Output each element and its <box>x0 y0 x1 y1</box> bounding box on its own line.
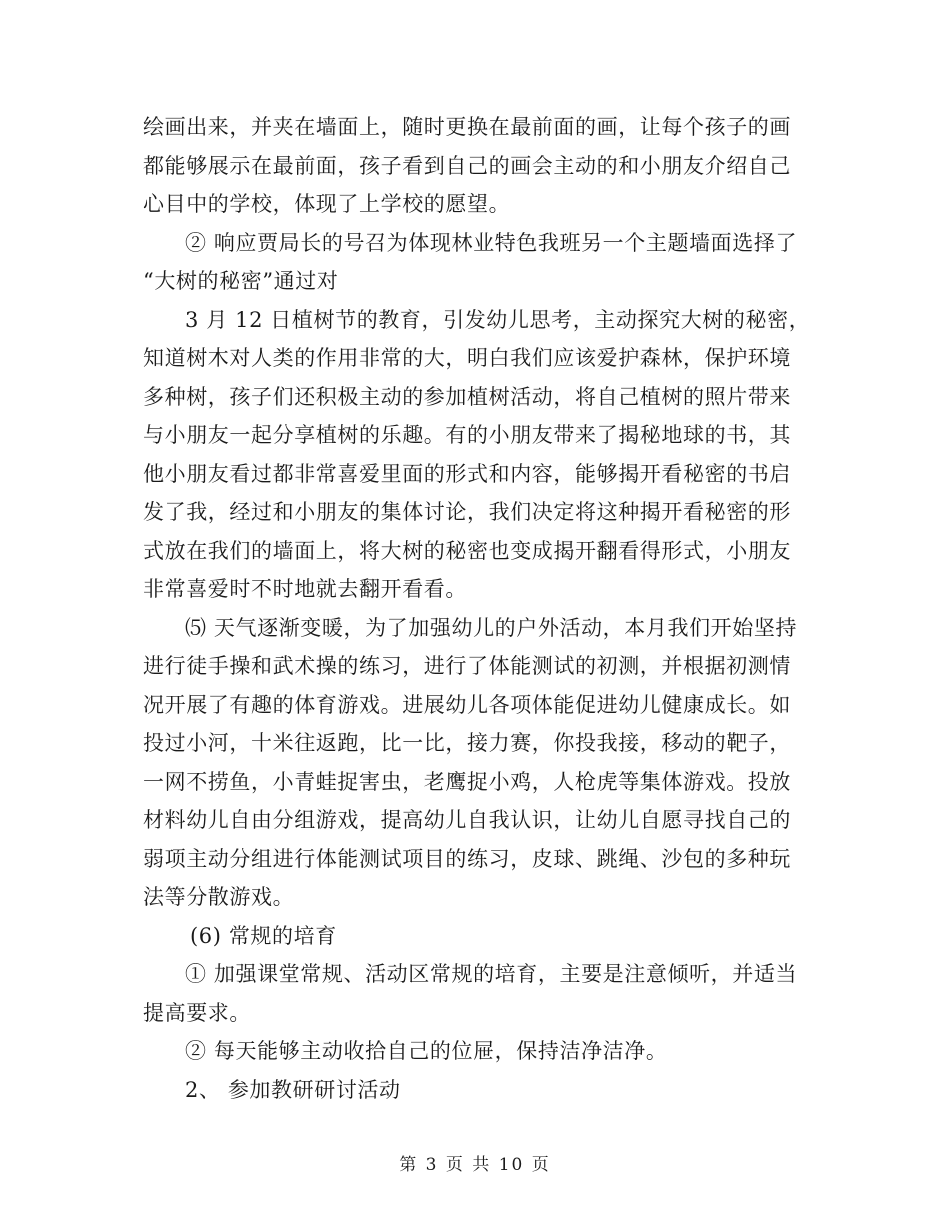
section-heading: (6) 常规的培育 <box>190 923 337 948</box>
text-line: 材料幼儿自由分组游戏，提高幼儿自我认识，让幼儿自愿寻找自己的 <box>143 808 791 832</box>
text-line: 式放在我们的墙面上，将大树的秘密也变成揭开翻看得形式，小朋友 <box>143 538 791 563</box>
text-line: 都能够展示在最前面，孩子看到自己的画会主动的和小朋友介绍自己 <box>143 153 791 178</box>
text-line: 与小朋友一起分享植树的乐趣。有的小朋友带来了揭秘地球的书，其 <box>143 423 791 447</box>
text-line: 知道树木对人类的作用非常的大，明白我们应该爱护森林，保护环境 <box>143 346 791 370</box>
text-line: 3 月 12 日植树节的教育，引发幼儿思考，主动探究大树的秘密， <box>185 307 811 332</box>
text-line: 一网不捞鱼，小青蛙捉害虫，老鹰捉小鸡，人枪虎等集体游戏。投放 <box>143 769 791 794</box>
text-line: ① 加强课堂常规、活动区常规的培育，主要是注意倾听，并适当 <box>185 962 798 986</box>
text-line: ② 每天能够主动收拾自己的位屉，保持洁净洁净。 <box>185 1039 668 1063</box>
text-line: 提高要求。 <box>143 1000 251 1025</box>
text-line: 投过小河，十米往返跑，比一比，接力赛，你投我接，移动的靶子， <box>143 731 791 755</box>
text-line: 心目中的学校，体现了上学校的愿望。 <box>143 192 511 216</box>
text-line: “大树的秘密”通过对 <box>143 269 339 293</box>
text-line: 弱项主动分组进行体能测试项目的练习，皮球、跳绳、沙包的多种玩 <box>143 846 791 871</box>
text-line: ⑸ 天气逐渐变暖，为了加强幼儿的户外活动，本月我们开始坚持 <box>185 615 798 640</box>
text-line: 况开展了有趣的体育游戏。进展幼儿各项体能促进幼儿健康成长。如 <box>143 692 791 717</box>
page-number: 第 3 页 共 10 页 <box>399 1155 551 1175</box>
text-line: 法等分散游戏。 <box>143 885 295 909</box>
document-body <box>143 108 815 1109</box>
text-line: 发了我，经过和小朋友的集体讨论，我们决定将这种揭开看秘密的形 <box>143 500 791 524</box>
section-heading: 2、 参加教研研讨活动 <box>185 1077 401 1102</box>
text-line: 他小朋友看过都非常喜爱里面的形式和内容，能够揭开看秘密的书启 <box>143 461 791 486</box>
text-line: ② 响应贾局长的号召为体现林业特色我班另一个主题墙面选择了 <box>185 230 798 255</box>
text-line: 进行徒手操和武术操的练习，进行了体能测试的初测，并根据初测情 <box>143 654 791 678</box>
text-line: 多种树，孩子们还积极主动的参加植树活动，将自己植树的照片带来 <box>143 384 791 409</box>
text-line: 绘画出来，并夹在墙面上，随时更换在最前面的画，让每个孩子的画 <box>143 115 791 139</box>
text-line: 非常喜爱时不时地就去翻开看看。 <box>143 577 467 601</box>
